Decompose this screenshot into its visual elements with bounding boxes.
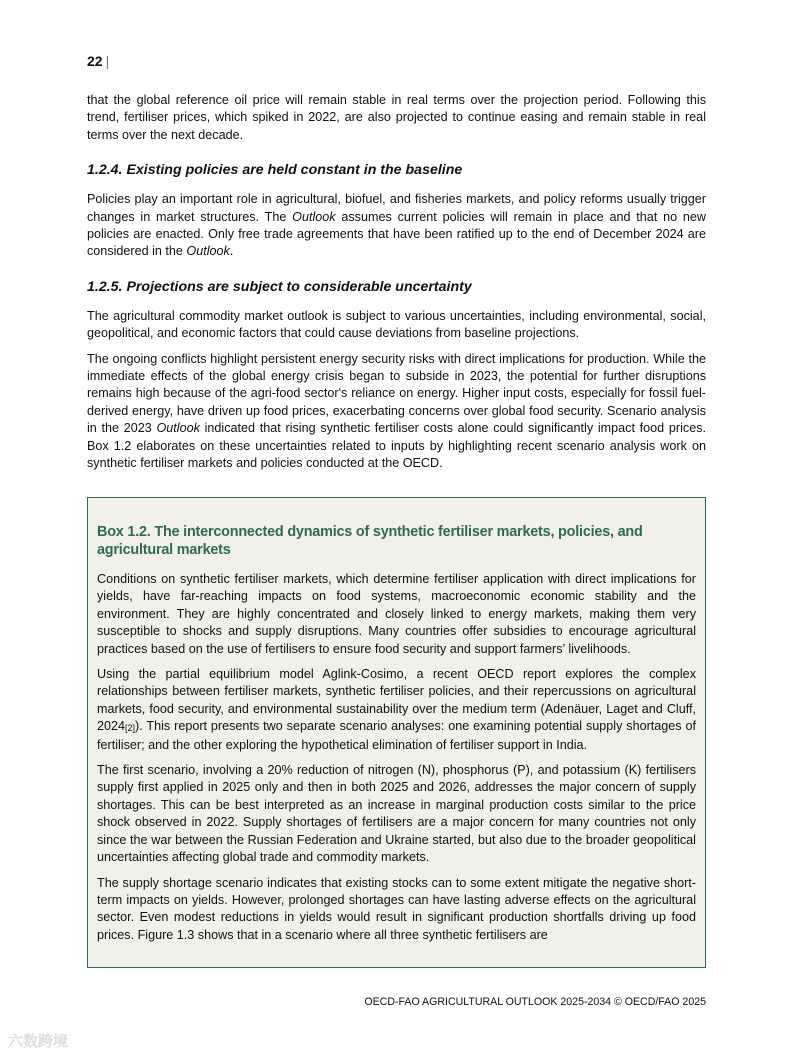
- intro-paragraph: that the global reference oil price will remain stable in real terms over the projection period. Following this trend, fertiliser prices, which spiked in 2022, are also projected to continue easing and remain stable in real terms over the next decade.: [87, 93, 706, 142]
- box-paragraph-2: [97, 666, 696, 754]
- box-1-2: [87, 497, 706, 968]
- italic-outlook: Outlook: [292, 209, 336, 224]
- watermark-logo: 六数跨境: [8, 1033, 69, 1050]
- text-run: The ongoing conflicts highlight persistent energy security risks with direct implications for production. While the immediate effects of the global energy crisis began to subside in 2023, the potential for further disruptions remains high because of the agri-food sector's reliance on energy. Higher input costs, especially for fossil fuel-derived energy, have driven up food prices, exacerbating concerns over global food security. Scenario analysis in the 2023: [87, 351, 706, 436]
- box-paragraph-3: The first scenario, involving a 20% reduction of nitrogen (N), phosphorus (P), and potassium (K) fertilisers supply first applied in 2025 only and then in both 2025 and 2026, addresses the major concern of supply shortages. This can be best interpreted as an increase in marginal production costs similar to the price shock observed in 2022. Supply shortages of fertilisers are a major concern for many countries not only since the war between the Russian Federation and Ukraine started, but also due to the broader geopolitical uncertainties affecting global trade and commodity markets.: [97, 763, 696, 865]
- box-paragraph-4: The supply shortage scenario indicates that existing stocks can to some extent mitigate the negative short-term impacts on yields. However, prolonged shortages can have lasting adverse effects on the agricultural sector. Even modest reductions in yields would result in significant production shortfalls driving up food prices. Figure 1.3 shows that in a scenario where all three synthetic fertilisers are: [97, 875, 696, 942]
- box-paragraph-1: Conditions on synthetic fertiliser markets, which determine fertiliser application with direct implications for yields, have far-reaching impacts on food systems, macroeconomic economic stability and the environment. They are highly concentrated and closely linked to energy markets, making them very susceptible to shocks and supply disruptions. Many countries offer subsidies to encourage agricultural practices based on the use of fertilisers to ensure food security and support farmers’ livelihoods.: [97, 572, 696, 656]
- text-run: .: [229, 244, 234, 259]
- italic-outlook: Outlook: [186, 244, 230, 259]
- section-1-2-5-paragraph-1: The agricultural commodity market outlook is subject to various uncertainties, including environmental, social, geopolitical, and economic factors that could cause deviations from baseline projections.: [87, 308, 706, 341]
- page-number-separator: |: [105, 53, 110, 69]
- main-content: [87, 92, 706, 481]
- text-run: assumes current policies will remain in place and that no new policies are enacted. Only free trade agreements that have been ratified up to the end of December 2024 are considered in the: [87, 209, 706, 259]
- citation-reference[interactable]: [2]: [125, 723, 136, 734]
- section-1-2-5-paragraph-2: [87, 351, 706, 473]
- text-run: indicated that rising synthetic fertiliser costs alone could significantly impact food prices. Box 1.2 elaborates on these uncertainties related to inputs by highlighting recent scenario analysis work on synthetic fertiliser markets and policies conducted at the OECD.: [87, 421, 706, 471]
- page-footer: OECD-FAO AGRICULTURAL OUTLOOK 2025-2034 © OECD/FAO 2025: [364, 996, 706, 1008]
- page-number-value: 22: [87, 53, 103, 69]
- section-heading-1-2-5: 1.2.5. Projections are subject to considerable uncertainty: [87, 278, 472, 295]
- text-run: Using the partial equilibrium model Aglink-Cosimo, a recent OECD report explores the complex relationships between fertiliser markets, synthetic fertiliser policies, and their repercussions on agricultural markets, food security, and environmental sustainability over the medium term (Adenäuer, Laget and Cluff, 2024: [97, 667, 696, 734]
- page-number: [87, 53, 109, 69]
- box-title: Box 1.2. The interconnected dynamics of synthetic fertiliser markets, policies, and agricultural markets: [97, 524, 643, 558]
- italic-outlook: Outlook: [156, 421, 200, 436]
- section-heading-1-2-4: 1.2.4. Existing policies are held constant in the baseline: [87, 162, 463, 179]
- section-1-2-4-paragraph: [87, 191, 706, 261]
- text-run: ). This report presents two separate scenario analyses: one examining potential supply shortages of fertiliser; and the other exploring the hypothetical elimination of fertiliser support in India.: [97, 719, 696, 752]
- text-run: Policies play an important role in agricultural, biofuel, and fisheries markets, and policy reforms usually trigger changes in market structures. The: [87, 192, 706, 224]
